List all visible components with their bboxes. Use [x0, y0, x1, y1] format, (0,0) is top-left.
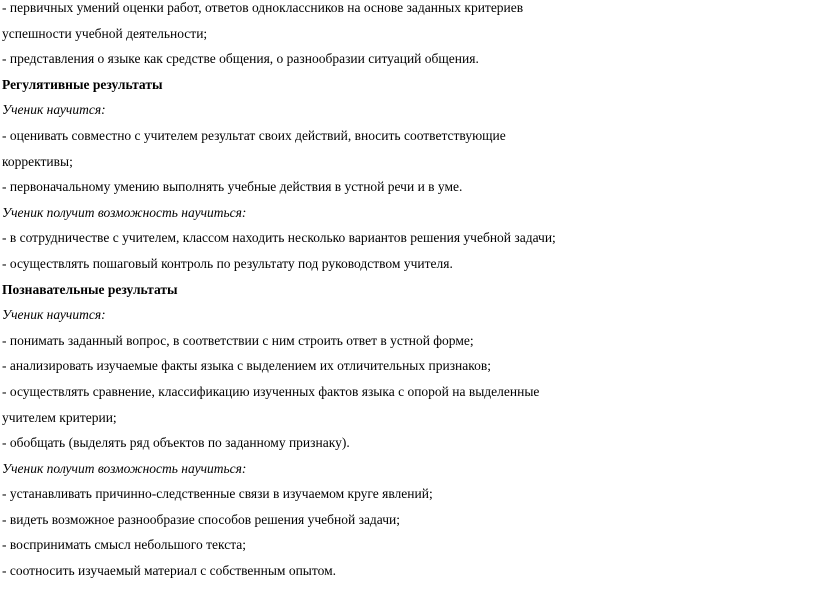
text-line: - осуществлять сравнение, классификацию изученных фактов языка с опорой на выделенные [2, 383, 540, 399]
text-line: - анализировать изучаемые факты языка с выделением их отличительных признаков; [2, 358, 491, 374]
section-heading-cognitive: Познавательные результаты [2, 281, 178, 297]
text-line: - осуществлять пошаговый контроль по результату под руководством учителя. [2, 255, 453, 271]
text-line: - первоначальному умению выполнять учебные действия в устной речи и в уме. [2, 179, 463, 195]
subheading-will-learn: Ученик научится: [2, 307, 106, 323]
text-line: - соотносить изучаемый материал с собственным опытом. [2, 563, 337, 579]
text-line: - в сотрудничестве с учителем, классом находить несколько вариантов решения учебной задачи; [2, 230, 556, 246]
text-line: - представления о языке как средстве общения, о разнообразии ситуаций общения. [2, 51, 479, 67]
subheading-opportunity: Ученик получит возможность научиться: [2, 460, 247, 476]
text-line: - понимать заданный вопрос, в соответствии с ним строить ответ в устной форме; [2, 332, 474, 348]
text-line: - оценивать совместно с учителем результат своих действий, вносить соответствующие [2, 127, 506, 143]
subheading-will-learn: Ученик научится: [2, 102, 106, 118]
text-line: коррективы; [2, 153, 73, 169]
text-line: учителем критерии; [2, 409, 117, 425]
text-line: - устанавливать причинно-следственные связи в изучаемом круге явлений; [2, 486, 433, 502]
text-line: - видеть возможное разнообразие способов решения учебной задачи; [2, 511, 401, 527]
text-line: - обобщать (выделять ряд объектов по заданному признаку). [2, 435, 350, 451]
text-line: успешности учебной деятельности; [2, 25, 208, 41]
text-line: - первичных умений оценки работ, ответов одноклассников на основе заданных критериев [2, 0, 524, 15]
section-heading-regulatory: Регулятивные результаты [2, 76, 163, 92]
subheading-opportunity: Ученик получит возможность научиться: [2, 204, 247, 220]
text-line: - воспринимать смысл небольшого текста; [2, 537, 247, 553]
